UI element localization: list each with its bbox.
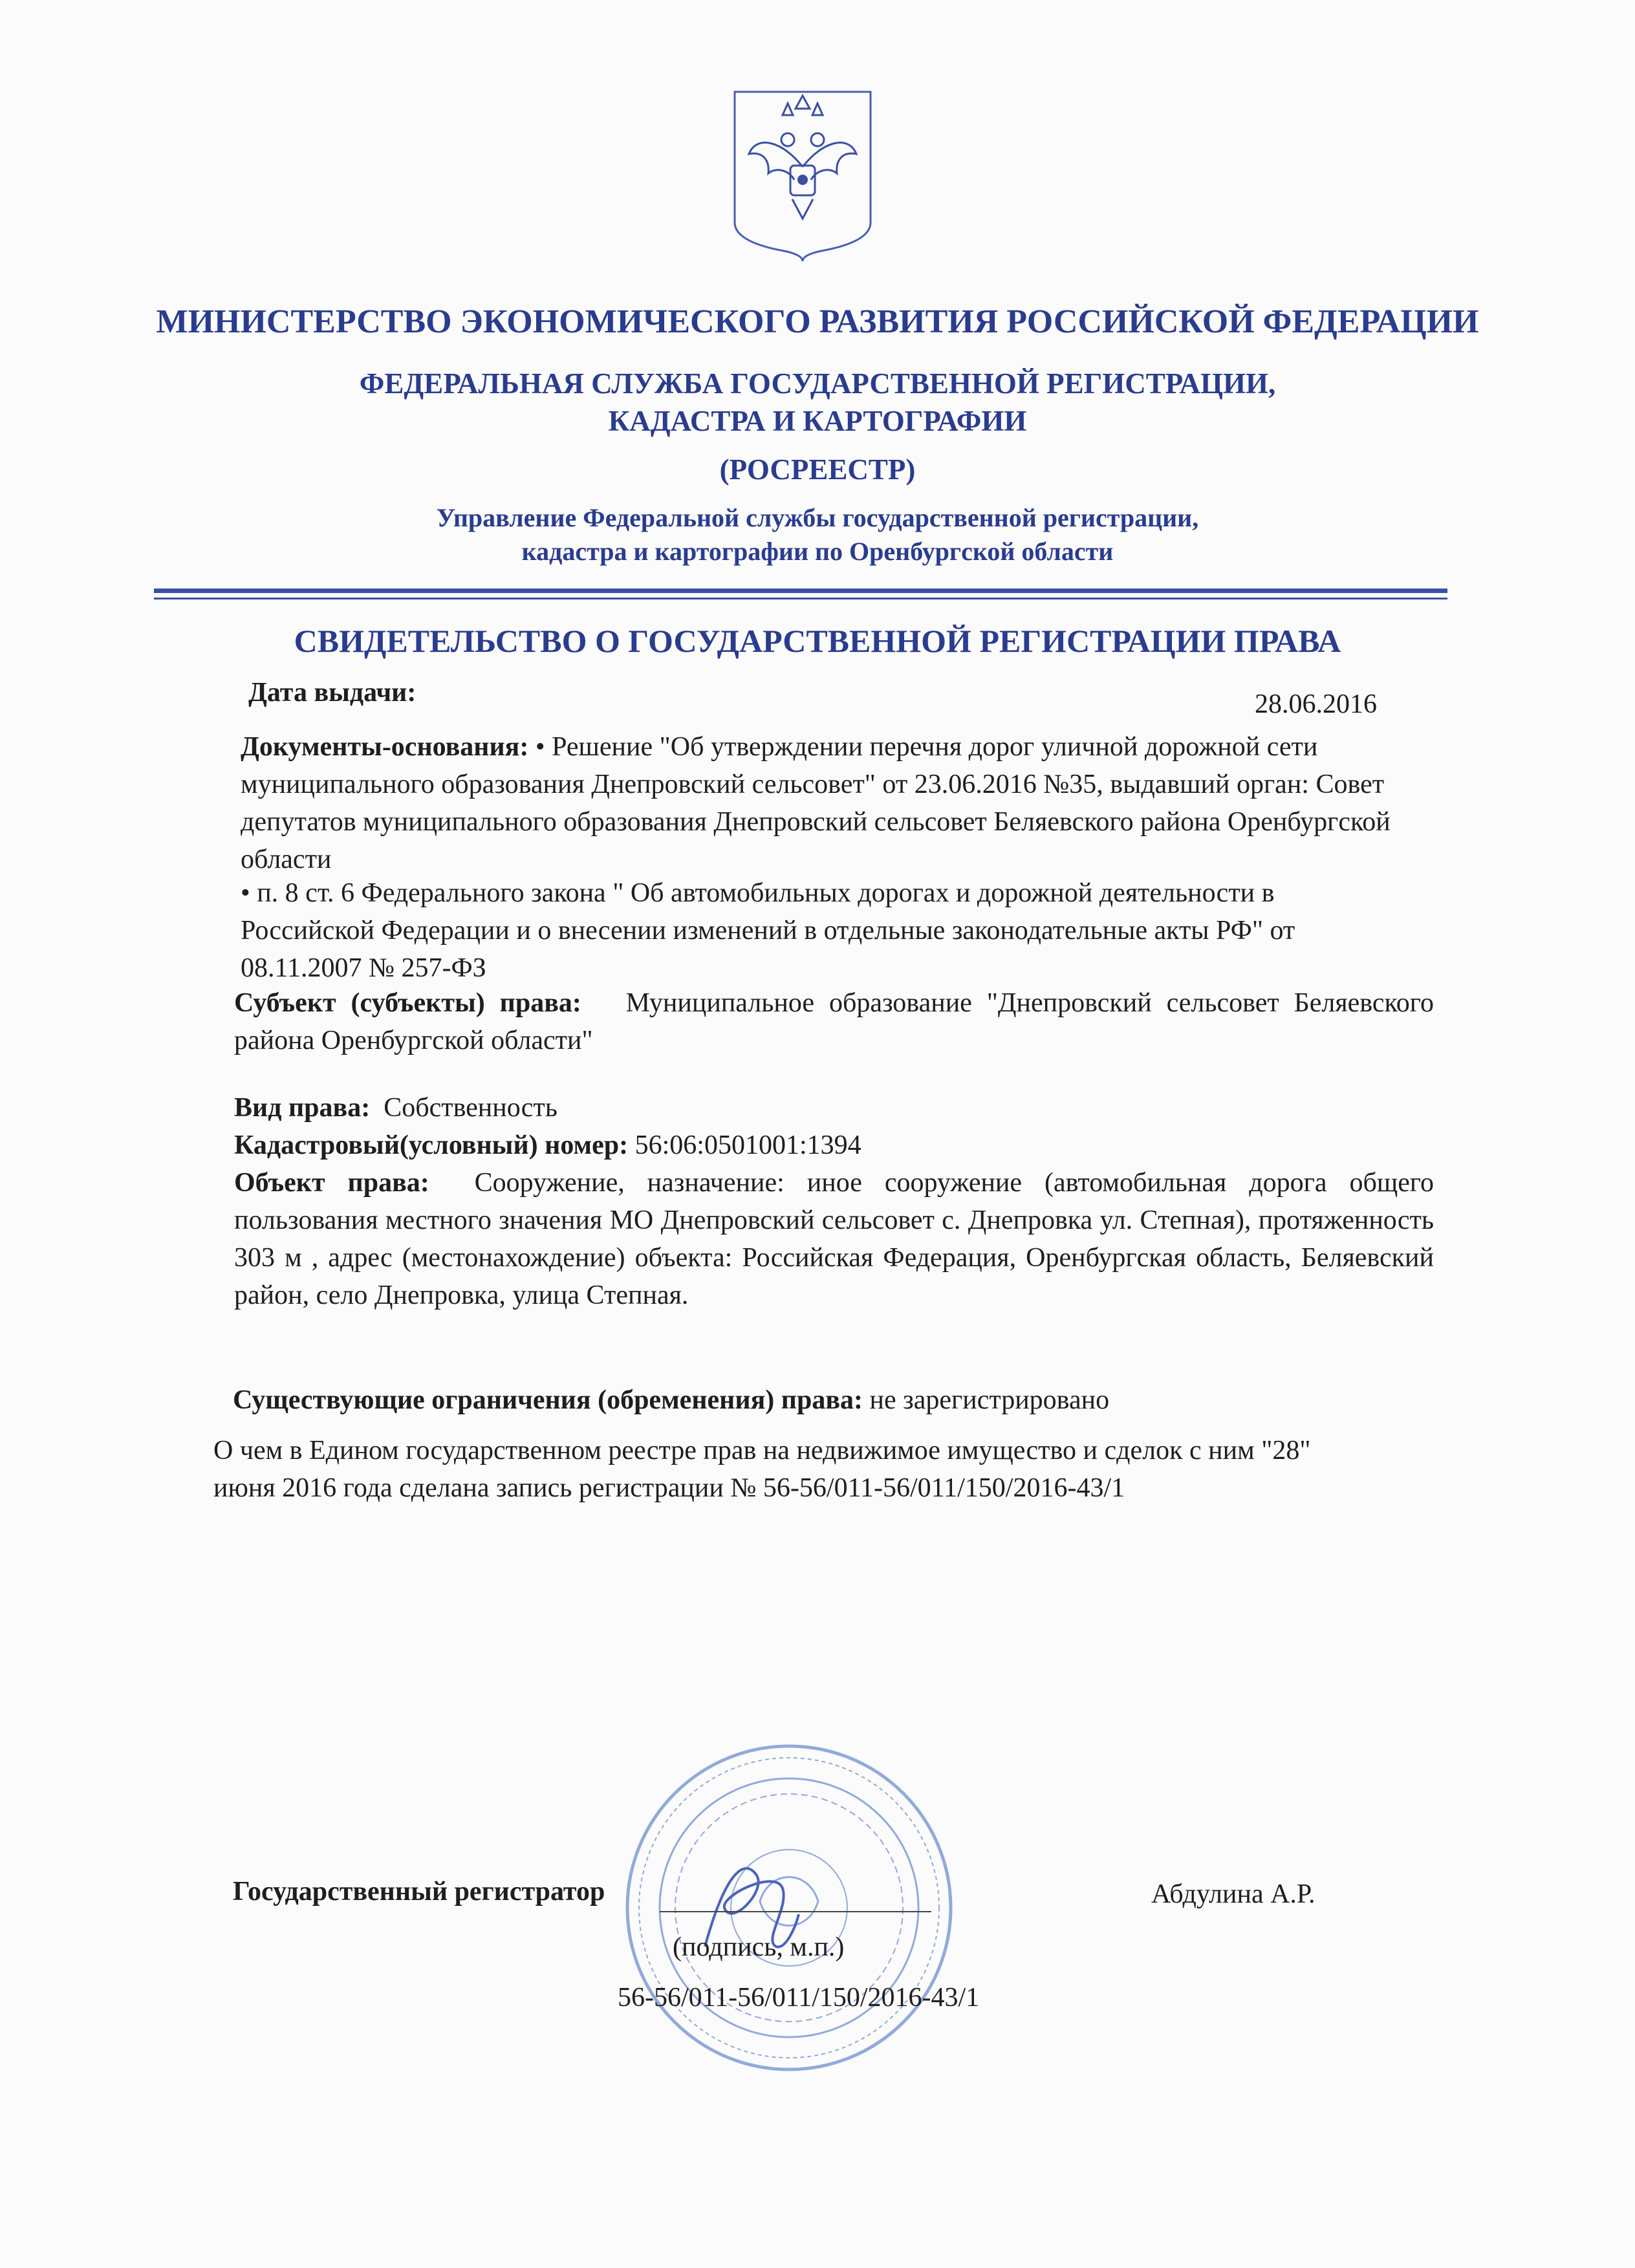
issue-date-value: 28.06.2016 [1255, 689, 1377, 719]
subject-label: Субъект (субъекты) права: [234, 988, 581, 1018]
right-type-value: Собственность [384, 1093, 558, 1123]
document-item-1: • Решение "Об утверждении перечня дорог уличной дорожной сети муниципального образования Днепровский сельсовет" от 23.06.2016 №35, выдавший орган: Совет депутатов муниципального образования Днепровский сельсовет Беляевского района Оренбургской области [241, 732, 1391, 874]
signature-caption: (подпись, м.п.) [673, 1932, 845, 1962]
right-type-label: Вид права: [234, 1093, 371, 1123]
signature-line [660, 1911, 931, 1912]
regional-office-line2: кадастра и картографии по Оренбургской области [521, 537, 1114, 566]
issue-date-label: Дата выдачи: [248, 678, 417, 707]
registry-record-line1: О чем в Едином государственном реестре прав на недвижимое имущество и сделок с ним "28" [213, 1436, 1311, 1465]
coat-of-arms-emblem [731, 89, 874, 264]
service-title [0, 365, 1635, 440]
service-title-line2: КАДАСТРА И КАРТОГРАФИИ [608, 405, 1027, 437]
header-divider-thick [154, 589, 1447, 593]
restrictions-section [233, 1381, 1109, 1419]
service-title-line1: ФЕДЕРАЛЬНАЯ СЛУЖБА ГОСУДАРСТВЕННОЙ РЕГИСТРАЦИИ, [359, 367, 1276, 400]
subject-value: Муниципальное образование "Днепровский сельсовет Беляевского района Оренбургской области" [234, 988, 1434, 1055]
agency-abbreviation: (РОСРЕЕСТР) [719, 453, 916, 486]
right-type-section [234, 1089, 558, 1127]
header-divider-thin [154, 598, 1447, 599]
object-section [234, 1164, 1434, 1314]
certificate-title: СВИДЕТЕЛЬСТВО О ГОСУДАРСТВЕННОЙ РЕГИСТРАЦИИ ПРАВА [294, 623, 1341, 659]
document-item-2: • п. 8 ст. 6 Федерального закона " Об автомобильных дорогах и дорожной деятельности в Российской Федерации и о внесении изменений в отдельные законодательные акты РФ" от 08.11.2007 № 257-ФЗ [241, 878, 1295, 983]
cadastral-section [234, 1127, 861, 1164]
ministry-title: МИНИСТЕРСТВО ЭКОНОМИЧЕСКОГО РАЗВИТИЯ РОССИЙСКОЙ ФЕДЕРАЦИИ [156, 303, 1479, 340]
registration-number: 56-56/011-56/011/150/2016-43/1 [618, 1983, 980, 2013]
registrar-name: Абдулина А.Р. [1151, 1879, 1316, 1909]
cadastral-label: Кадастровый(условный) номер: [234, 1130, 629, 1160]
restrictions-label: Существующие ограничения (обременения) права: [233, 1385, 863, 1415]
restrictions-value: не зарегистрировано [869, 1385, 1110, 1415]
documents-label: Документы-основания: [241, 732, 529, 762]
documents-section [241, 728, 1405, 878]
object-value: Сооружение, назначение: иное сооружение (автомобильная дорога общего пользования местного значения МО Днепровский сельсовет с. Днепровка ул. Степная), протяженность 303 м , адрес (местонахождение) объекта: Российская Федерация, Оренбургская область, Беляевский район, село Днепровка, улица Степная. [234, 1168, 1435, 1310]
subject-section [234, 984, 1434, 1059]
object-label: Объект права: [234, 1168, 429, 1198]
registry-record-line2: июня 2016 года сделана запись регистрации № 56-56/011-56/011/150/2016-43/1 [213, 1473, 1125, 1503]
registrar-title: Государственный регистратор [233, 1877, 605, 1906]
registry-record [213, 1432, 1442, 1507]
cadastral-value: 56:06:0501001:1394 [634, 1130, 861, 1160]
regional-office [0, 501, 1635, 568]
regional-office-line1: Управление Федеральной службы государственной регистрации, [436, 503, 1199, 532]
